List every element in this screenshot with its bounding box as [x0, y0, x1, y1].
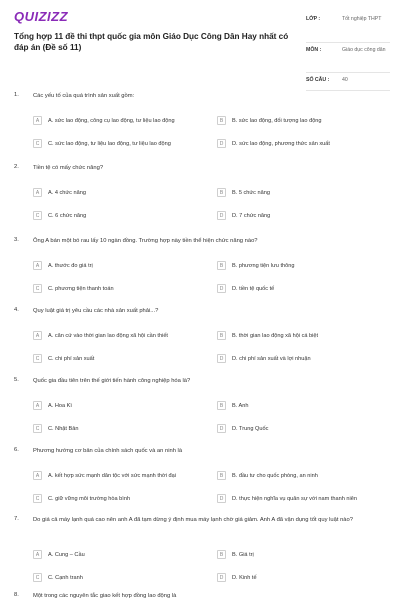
option-text: D. Trung Quốc — [232, 425, 269, 432]
question-number: 2. — [14, 164, 19, 170]
option-letter-box: C — [33, 424, 42, 433]
option-text: B. sức lao động, đối tượng lao động — [232, 117, 322, 124]
option-letter-box: C — [33, 354, 42, 363]
question-text: Tiền tệ có mấy chức năng? — [33, 165, 104, 171]
option-c[interactable] — [33, 493, 130, 505]
option-letter-box: B — [217, 471, 226, 480]
option-letter-box: C — [33, 211, 42, 220]
option-a[interactable] — [33, 470, 176, 482]
question-number: 5. — [14, 377, 19, 383]
option-text: C. Cạnh tranh — [48, 574, 83, 581]
question-number: 4. — [14, 307, 19, 313]
meta-table — [306, 14, 390, 91]
option-letter-box: B — [217, 188, 226, 197]
option-letter-box: A — [33, 471, 42, 480]
option-a[interactable] — [33, 187, 86, 199]
option-text: D. thực hiện nghĩa vụ quân sự với nam thanh niên — [232, 495, 357, 502]
option-c[interactable] — [33, 138, 171, 150]
option-a[interactable] — [33, 549, 85, 561]
option-c[interactable] — [33, 423, 78, 435]
option-b[interactable] — [217, 187, 270, 199]
option-d[interactable] — [217, 572, 257, 584]
question-header — [0, 237, 400, 246]
page-header — [0, 0, 400, 82]
option-b[interactable] — [217, 549, 254, 561]
option-letter-box: B — [217, 116, 226, 125]
option-letter-box: C — [33, 573, 42, 582]
option-text: B. Giá trị — [232, 551, 254, 558]
meta-label: LỚP : — [306, 16, 321, 22]
option-text: A. sức lao động, công cụ lao động, tư liệu lao động — [48, 117, 175, 124]
option-a[interactable] — [33, 260, 93, 272]
question-number: 3. — [14, 237, 19, 243]
option-c[interactable] — [33, 353, 94, 365]
option-text: B. đầu tư cho quốc phòng, an ninh — [232, 472, 318, 479]
option-letter-box: A — [33, 550, 42, 559]
option-b[interactable] — [217, 470, 318, 482]
question-header — [0, 592, 400, 601]
option-text: A. 4 chức năng — [48, 189, 86, 196]
option-text: C. giữ vững môi trường hòa bình — [48, 495, 131, 502]
question-2 — [0, 164, 400, 219]
option-text: C. phương tiện thanh toán — [48, 285, 114, 292]
option-text: C. Nhật Bản — [48, 425, 79, 432]
option-letter-box: C — [33, 284, 42, 293]
option-letter-box: D — [217, 573, 226, 582]
question-text: Phương hướng cơ bản của chính sách quốc và an ninh là — [33, 448, 183, 454]
option-letter-box: B — [217, 401, 226, 410]
meta-value: Giáo dục công dân — [342, 47, 386, 53]
option-a[interactable] — [33, 400, 72, 412]
question-header — [0, 164, 400, 173]
document-title: Tổng hợp 11 đề thi thpt quốc gia môn Giáo Dục Công Dân Hay nhất có đáp án (Đề số 11) — [14, 32, 289, 52]
question-header — [0, 307, 400, 316]
question-5 — [0, 377, 400, 432]
meta-row-class — [306, 14, 390, 43]
option-text: B. Anh — [232, 402, 249, 409]
option-d[interactable] — [217, 283, 274, 295]
question-header — [0, 377, 400, 386]
option-c[interactable] — [33, 210, 86, 222]
question-7 — [0, 516, 400, 581]
option-text: A. căn cứ vào thời gian lao động xã hội cần thiết — [48, 332, 168, 339]
option-text: D. tiền tệ quốc tế — [232, 285, 275, 292]
option-text: A. Cung – Cầu — [48, 551, 85, 558]
option-letter-box: D — [217, 211, 226, 220]
option-d[interactable] — [217, 493, 357, 505]
question-text: Ông A bán một bó rau lấy 10 ngàn đồng. Trường hợp này tiền thể hiện chức năng nào? — [33, 238, 258, 244]
option-text: A. thước đo giá trị — [48, 262, 93, 269]
question-3 — [0, 237, 400, 292]
question-1 — [0, 92, 400, 147]
option-text: B. 5 chức năng — [232, 189, 270, 196]
option-letter-box: D — [217, 424, 226, 433]
option-a[interactable] — [33, 115, 175, 127]
option-letter-box: C — [33, 139, 42, 148]
question-6 — [0, 447, 400, 502]
option-b[interactable] — [217, 400, 248, 412]
option-d[interactable] — [217, 210, 270, 222]
option-text: C. chi phí sản xuất — [48, 355, 95, 362]
question-number: 1. — [14, 92, 19, 98]
option-letter-box: A — [33, 261, 42, 270]
option-d[interactable] — [217, 423, 268, 435]
option-letter-box: B — [217, 331, 226, 340]
question-text: Các yếu tố của quá trình sản xuất gồm: — [33, 93, 135, 99]
option-c[interactable] — [33, 283, 114, 295]
option-letter-box: A — [33, 188, 42, 197]
quizizz-logo: QUIZIZZ — [14, 9, 69, 24]
question-header — [0, 92, 400, 101]
meta-value: Tốt nghiệp THPT — [342, 16, 382, 22]
option-d[interactable] — [217, 353, 311, 365]
option-b[interactable] — [217, 115, 322, 127]
option-letter-box: A — [33, 401, 42, 410]
meta-row-count — [306, 75, 390, 91]
option-letter-box: B — [217, 550, 226, 559]
question-header — [0, 516, 400, 525]
question-number: 6. — [14, 447, 19, 453]
option-text: A. Hoa Kì — [48, 402, 72, 409]
meta-row-subject — [306, 45, 390, 73]
option-letter-box: A — [33, 116, 42, 125]
question-text: Quy luật giá trị yêu cầu các nhà sản xuất phải...? — [33, 308, 159, 314]
option-c[interactable] — [33, 572, 83, 584]
meta-value: 40 — [342, 77, 348, 83]
option-text: B. thời gian lao động xã hội cá biệt — [232, 332, 319, 339]
option-b[interactable] — [217, 330, 318, 342]
question-number: 7. — [14, 516, 19, 522]
question-header — [0, 447, 400, 456]
question-number: 8. — [14, 592, 19, 598]
question-text: Do giá cả máy lạnh quá cao nên anh A đã tạm dừng ý định mua máy lạnh chờ giá giảm. Anh A đã vận dụng tốt quy luật nào? — [33, 517, 353, 523]
option-a[interactable] — [33, 330, 168, 342]
option-letter-box: A — [33, 331, 42, 340]
meta-label: MÔN : — [306, 47, 322, 53]
option-letter-box: B — [217, 261, 226, 270]
option-d[interactable] — [217, 138, 330, 150]
option-text: D. Kinh tế — [232, 574, 257, 581]
option-letter-box: C — [33, 494, 42, 503]
option-letter-box: D — [217, 139, 226, 148]
option-letter-box: D — [217, 354, 226, 363]
question-text: Một trong các nguyên tắc giao kết hợp đồng lao động là — [33, 593, 177, 599]
question-text: Quốc gia đầu tiên trên thế giới tiến hành công nghiệp hóa là? — [33, 378, 191, 384]
option-text: A. kết hợp sức mạnh dân tộc với sức mạnh thời đại — [48, 472, 176, 479]
meta-label: SỐ CÂU : — [306, 77, 330, 83]
option-text: D. chi phí sản xuất và lợi nhuận — [232, 355, 311, 362]
option-text: C. sức lao động, tư liệu lao động, tư liệu lao động — [48, 140, 171, 147]
option-letter-box: D — [217, 494, 226, 503]
question-8 — [0, 592, 400, 601]
question-4 — [0, 307, 400, 362]
option-text: C. 6 chức năng — [48, 212, 87, 219]
option-text: D. sức lao động, phương thức sản xuất — [232, 140, 330, 147]
option-text: B. phương tiện lưu thông — [232, 262, 295, 269]
option-letter-box: D — [217, 284, 226, 293]
option-b[interactable] — [217, 260, 294, 272]
option-text: D. 7 chức năng — [232, 212, 271, 219]
